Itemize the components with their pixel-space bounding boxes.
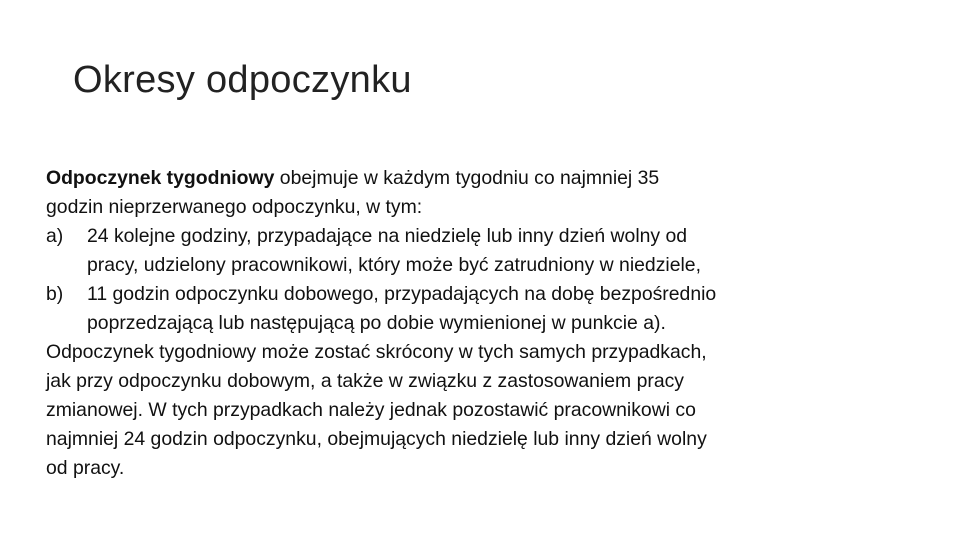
intro-paragraph [46,164,896,222]
intro-line-1-rest: obejmuje w każdym tygodniu co najmniej 35 [274,167,660,189]
list-item-b [46,280,896,338]
closing-paragraph [46,338,896,483]
closing-line-3: zmianowej. W tych przypadkach należy jednak pozostawić pracownikowi co [46,399,696,421]
intro-line-2: godzin nieprzerwanego odpoczynku, w tym: [46,196,423,218]
slide-title: Okresy odpoczynku [73,59,412,101]
list-item-a-line-2: pracy, udzielony pracownikowi, który może być zatrudniony w niedziele, [87,254,701,276]
list-item-a [46,222,896,280]
intro-line-1 [46,164,896,193]
list-marker-b: b) [46,283,64,305]
intro-bold-term: Odpoczynek tygodniowy [46,167,275,189]
closing-line-2: jak przy odpoczynku dobowym, a także w związku z zastosowaniem pracy [46,370,685,392]
slide-body [46,164,896,483]
list-item-b-line-1: 11 godzin odpoczynku dobowego, przypadających na dobę bezpośrednio [87,283,717,305]
closing-line-4: najmniej 24 godzin odpoczynku, obejmujących niedzielę lub inny dzień wolny [46,428,707,450]
list-item-b-line-2: poprzedzającą lub następującą po dobie wymienionej w punkcie a). [87,312,666,334]
list-marker-a: a) [46,225,64,247]
list-item-a-line-1: 24 kolejne godziny, przypadające na niedzielę lub inny dzień wolny od [87,225,688,247]
closing-line-1: Odpoczynek tygodniowy może zostać skrócony w tych samych przypadkach, [46,341,707,363]
closing-line-5: od pracy. [46,457,125,479]
